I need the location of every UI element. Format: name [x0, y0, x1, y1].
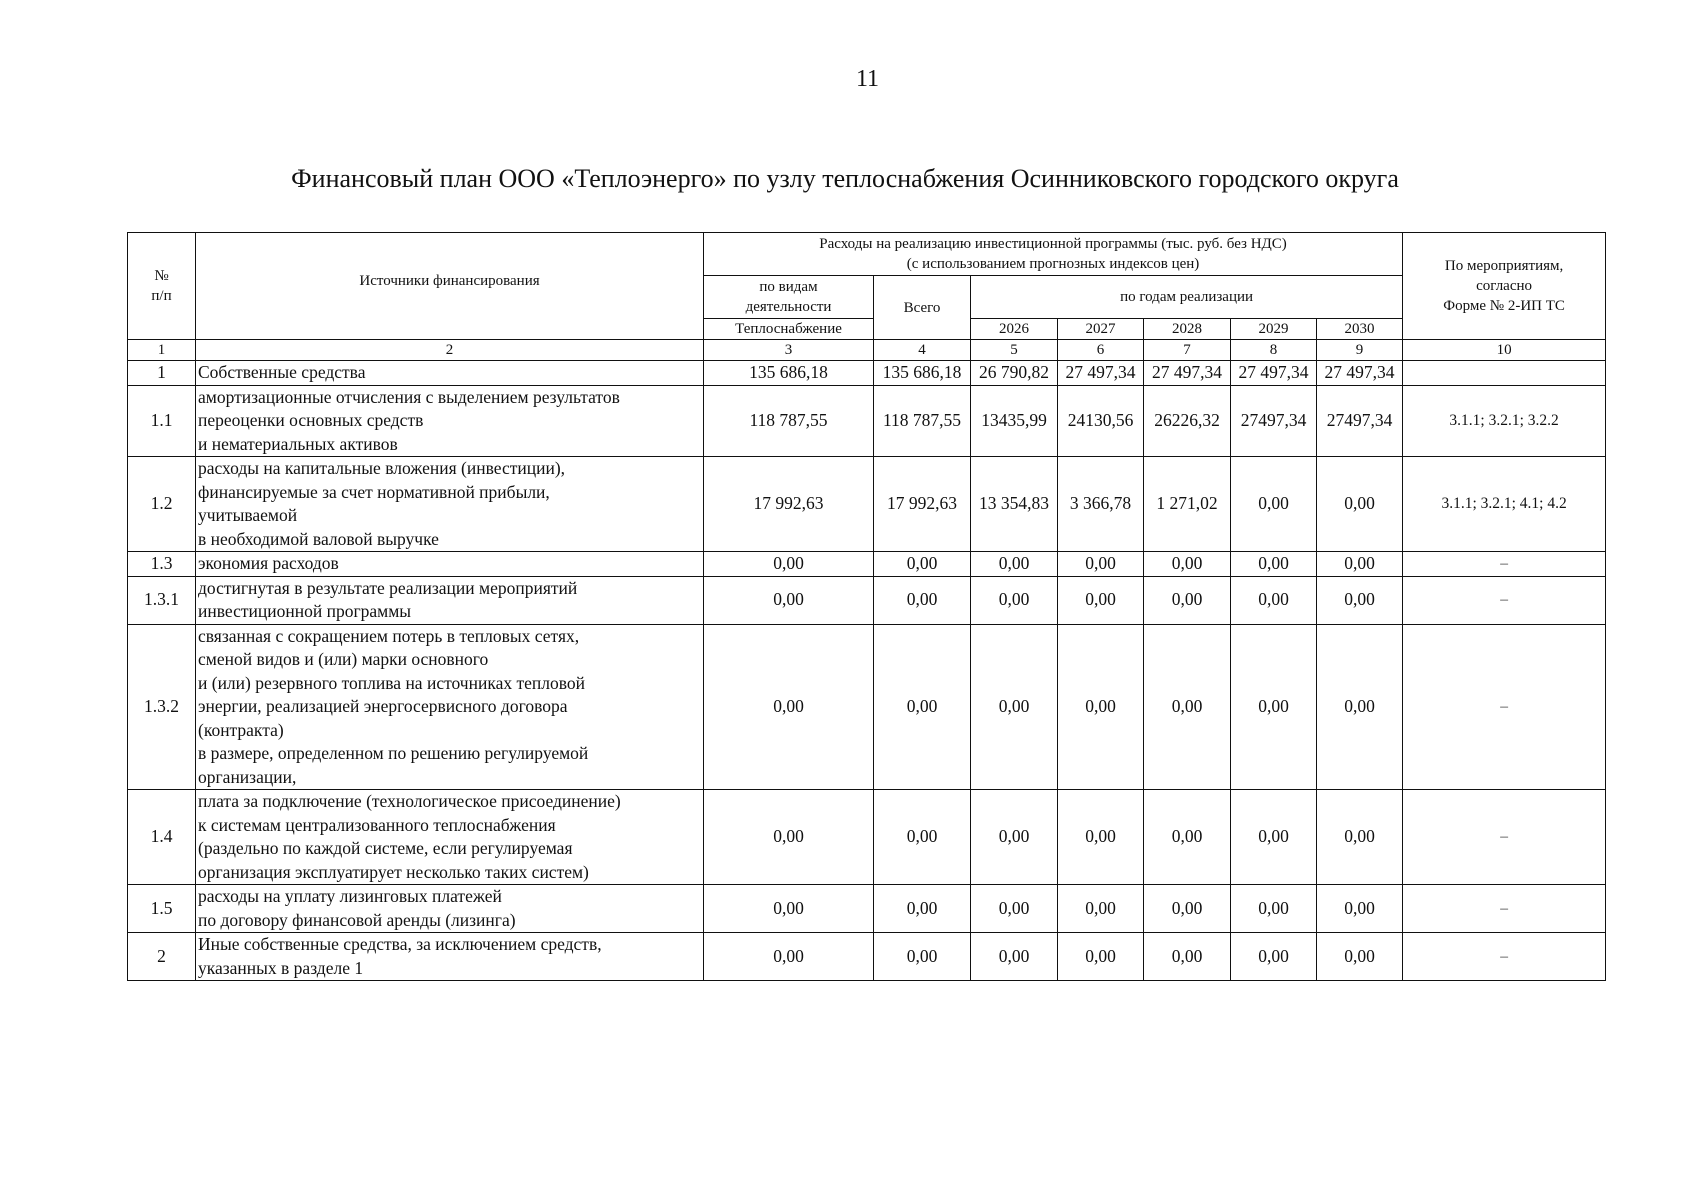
row-year-value: 0,00 — [1058, 624, 1144, 790]
row-source-line: сменой видов и (или) марки основного — [198, 649, 489, 669]
row-source-line: экономия расходов — [198, 553, 339, 573]
row-source-line: по договору финансовой аренды (лизинга) — [198, 909, 516, 930]
table-row — [128, 552, 1606, 577]
table-body — [128, 361, 1606, 981]
row-year-value: 27 497,34 — [1317, 361, 1403, 386]
header-heat-supply: Теплоснабжение — [704, 319, 874, 340]
header-measures — [1403, 233, 1606, 340]
column-number: 8 — [1231, 340, 1317, 361]
header-num — [128, 233, 196, 340]
table-row — [128, 385, 1606, 457]
row-source — [196, 624, 704, 790]
row-measures: – — [1403, 885, 1606, 933]
row-total: 0,00 — [874, 790, 971, 885]
row-year-value: 0,00 — [1058, 933, 1144, 981]
row-total: 0,00 — [874, 552, 971, 577]
row-year-value: 0,00 — [1231, 576, 1317, 624]
row-year-value: 13435,99 — [971, 385, 1058, 457]
row-heat-supply: 0,00 — [704, 624, 874, 790]
header-expenses — [704, 233, 1403, 276]
row-source-line: (контракта) — [198, 719, 284, 740]
row-measures: – — [1403, 624, 1606, 790]
row-year-value: 0,00 — [1144, 933, 1231, 981]
header-measures-line: По мероприятиям, — [1444, 258, 1564, 274]
column-number: 5 — [971, 340, 1058, 361]
row-total: 0,00 — [874, 933, 971, 981]
table-row — [128, 885, 1606, 933]
row-year-value: 0,00 — [971, 624, 1058, 790]
row-measures: – — [1403, 790, 1606, 885]
row-number: 1.2 — [128, 457, 196, 552]
header-expenses-line: (с использованием прогнозных индексов цен) — [906, 256, 1200, 272]
row-year-value: 0,00 — [971, 576, 1058, 624]
row-year-value: 0,00 — [1317, 576, 1403, 624]
row-total: 135 686,18 — [874, 361, 971, 386]
row-measures: – — [1403, 552, 1606, 577]
row-source-line: к системам централизованного теплоснабжения — [198, 814, 556, 835]
row-source-line: достигнутая в результате реализации мероприятий — [198, 577, 578, 598]
row-heat-supply: 0,00 — [704, 885, 874, 933]
financial-plan-table — [127, 232, 1606, 981]
row-total: 0,00 — [874, 624, 971, 790]
row-number: 1.3.2 — [128, 624, 196, 790]
row-year-value: 0,00 — [1317, 457, 1403, 552]
row-year-value: 0,00 — [1317, 933, 1403, 981]
row-year-value: 0,00 — [1231, 624, 1317, 790]
row-source-line: связанная с сокращением потерь в тепловых сетях, — [198, 625, 580, 646]
column-number: 7 — [1144, 340, 1231, 361]
row-source-line: инвестиционной программы — [198, 601, 412, 621]
row-source — [196, 933, 704, 981]
header-num-line: п/п — [151, 288, 172, 304]
header-year: 2030 — [1317, 319, 1403, 340]
row-source — [196, 552, 704, 577]
row-source-line: финансируемые за счет нормативной прибыли, — [198, 481, 550, 502]
header-by-activity-line: по видам — [759, 279, 818, 295]
row-source — [196, 361, 704, 386]
row-year-value: 13 354,83 — [971, 457, 1058, 552]
row-number: 1.3.1 — [128, 576, 196, 624]
row-source-line: организации, — [198, 766, 297, 787]
header-total: Всего — [874, 276, 971, 340]
row-heat-supply: 118 787,55 — [704, 385, 874, 457]
row-source-line: Иные собственные средства, за исключением средств, — [198, 934, 602, 954]
row-year-value: 0,00 — [1058, 552, 1144, 577]
row-year-value: 0,00 — [1144, 624, 1231, 790]
row-year-value: 26 790,82 — [971, 361, 1058, 386]
row-year-value: 27497,34 — [1231, 385, 1317, 457]
row-number: 1.1 — [128, 385, 196, 457]
header-by-years: по годам реализации — [971, 276, 1403, 319]
row-year-value: 27 497,34 — [1231, 361, 1317, 386]
row-year-value: 0,00 — [1317, 624, 1403, 790]
table-row — [128, 576, 1606, 624]
row-year-value: 0,00 — [1058, 576, 1144, 624]
row-year-value: 27497,34 — [1317, 385, 1403, 457]
row-heat-supply: 0,00 — [704, 576, 874, 624]
row-measures: – — [1403, 576, 1606, 624]
row-heat-supply: 0,00 — [704, 933, 874, 981]
column-number: 2 — [196, 340, 704, 361]
row-measures: 3.1.1; 3.2.1; 4.1; 4.2 — [1403, 457, 1606, 552]
row-year-value: 0,00 — [971, 885, 1058, 933]
row-year-value: 0,00 — [1317, 885, 1403, 933]
row-number: 1.4 — [128, 790, 196, 885]
row-year-value: 0,00 — [1231, 552, 1317, 577]
row-year-value: 0,00 — [1231, 790, 1317, 885]
row-source-line: плата за подключение (технологическое присоединение) — [198, 791, 621, 811]
row-year-value: 0,00 — [1231, 885, 1317, 933]
column-number: 1 — [128, 340, 196, 361]
row-source — [196, 385, 704, 457]
row-year-value: 0,00 — [971, 933, 1058, 981]
row-source-line: расходы на уплату лизинговых платежей — [198, 886, 502, 906]
row-number: 1.5 — [128, 885, 196, 933]
row-heat-supply: 135 686,18 — [704, 361, 874, 386]
column-number: 6 — [1058, 340, 1144, 361]
row-total: 17 992,63 — [874, 457, 971, 552]
row-source-line: (раздельно по каждой системе, если регулируемая — [198, 838, 573, 858]
row-year-value: 27 497,34 — [1058, 361, 1144, 386]
row-source-line: указанных в разделе 1 — [198, 957, 364, 978]
row-year-value: 0,00 — [1317, 790, 1403, 885]
row-source-line: Собственные средства — [198, 362, 366, 382]
row-year-value: 24130,56 — [1058, 385, 1144, 457]
header-measures-line: согласно — [1476, 278, 1533, 294]
row-year-value: 0,00 — [1144, 885, 1231, 933]
row-year-value: 0,00 — [1231, 933, 1317, 981]
column-number: 9 — [1317, 340, 1403, 361]
header-year: 2026 — [971, 319, 1058, 340]
row-source-line: энергии, реализацией энергосервисного договора — [198, 696, 568, 716]
row-measures: 3.1.1; 3.2.1; 3.2.2 — [1403, 385, 1606, 457]
row-year-value: 0,00 — [1317, 552, 1403, 577]
row-heat-supply: 0,00 — [704, 790, 874, 885]
row-heat-supply: 17 992,63 — [704, 457, 874, 552]
column-number: 10 — [1403, 340, 1606, 361]
row-source-line: расходы на капитальные вложения (инвестиции), — [198, 458, 566, 478]
row-total: 0,00 — [874, 885, 971, 933]
header-expenses-line: Расходы на реализацию инвестиционной программы (тыс. руб. без НДС) — [819, 236, 1287, 252]
row-year-value: 27 497,34 — [1144, 361, 1231, 386]
header-year: 2027 — [1058, 319, 1144, 340]
column-number: 4 — [874, 340, 971, 361]
row-measures — [1403, 361, 1606, 386]
row-source — [196, 457, 704, 552]
row-year-value: 3 366,78 — [1058, 457, 1144, 552]
row-source-line: в необходимой валовой выручке — [198, 528, 439, 549]
header-year: 2029 — [1231, 319, 1317, 340]
header-sources: Источники финансирования — [196, 233, 704, 340]
row-year-value: 0,00 — [1058, 790, 1144, 885]
row-total: 0,00 — [874, 576, 971, 624]
row-total: 118 787,55 — [874, 385, 971, 457]
table-row — [128, 624, 1606, 790]
row-year-value: 26226,32 — [1144, 385, 1231, 457]
row-source-line: в размере, определенном по решению регулируемой — [198, 743, 589, 763]
row-year-value: 0,00 — [971, 552, 1058, 577]
row-year-value: 0,00 — [1231, 457, 1317, 552]
table-row — [128, 933, 1606, 981]
row-number: 1 — [128, 361, 196, 386]
column-number: 3 — [704, 340, 874, 361]
row-source-line: учитываемой — [198, 505, 298, 525]
row-source-line: и (или) резервного топлива на источниках тепловой — [198, 672, 585, 693]
table-row — [128, 790, 1606, 885]
header-measures-line: Форме № 2-ИП ТС — [1443, 298, 1565, 314]
row-year-value: 0,00 — [1144, 576, 1231, 624]
row-heat-supply: 0,00 — [704, 552, 874, 577]
header-year: 2028 — [1144, 319, 1231, 340]
row-number: 2 — [128, 933, 196, 981]
table-row — [128, 457, 1606, 552]
row-year-value: 0,00 — [1058, 885, 1144, 933]
row-year-value: 0,00 — [971, 790, 1058, 885]
row-year-value: 1 271,02 — [1144, 457, 1231, 552]
row-source-line: организация эксплуатирует несколько таких систем) — [198, 861, 589, 882]
row-year-value: 0,00 — [1144, 552, 1231, 577]
header-num-line: № — [154, 268, 169, 284]
row-source — [196, 790, 704, 885]
row-year-value: 0,00 — [1144, 790, 1231, 885]
row-source — [196, 885, 704, 933]
page-title: Финансовый план ООО «Теплоэнерго» по узлу теплоснабжения Осинниковского городского округа — [291, 164, 1399, 193]
row-measures: – — [1403, 933, 1606, 981]
row-source-line: переоценки основных средств — [198, 410, 424, 430]
row-number: 1.3 — [128, 552, 196, 577]
page-number: 11 — [855, 66, 880, 92]
table-row — [128, 361, 1606, 386]
row-source — [196, 576, 704, 624]
row-source-line: и нематериальных активов — [198, 433, 398, 454]
header-by-activity-line: деятельности — [745, 299, 832, 315]
header-by-activity — [704, 276, 874, 319]
row-source-line: амортизационные отчисления с выделением результатов — [198, 386, 620, 407]
